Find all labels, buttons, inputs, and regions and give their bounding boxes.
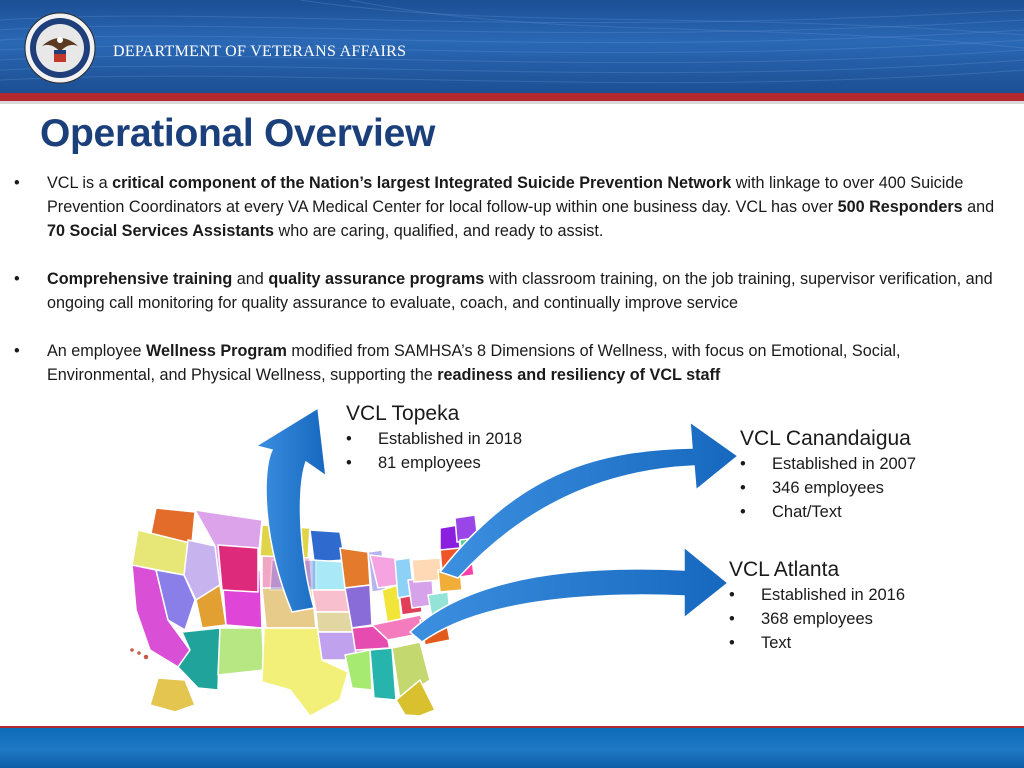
list-item [740, 500, 916, 524]
site-topeka-list [346, 427, 522, 475]
bullet-dot: • [14, 342, 20, 360]
us-states-map [130, 508, 479, 716]
list-item [729, 631, 905, 655]
site-topeka-name: VCL Topeka [346, 402, 460, 425]
site-topeka [346, 401, 522, 475]
bold-text-segment: 70 Social Services Assistants [47, 222, 275, 240]
bullet-text [47, 270, 993, 312]
bold-text-segment: quality assurance programs [268, 270, 485, 288]
list-item [729, 583, 905, 607]
list-item-text: Text [761, 634, 792, 652]
bold-text-segment: critical component of the Nation’s largest Integrated Suicide Prevention Network [112, 174, 732, 192]
site-canandaigua-list [740, 452, 916, 524]
bold-text-segment: 500 Responders [837, 198, 963, 216]
bold-text-segment: Comprehensive training [47, 270, 233, 288]
list-item [740, 476, 916, 500]
bullet-wellness [14, 339, 1004, 387]
list-item-text: 346 employees [772, 479, 884, 497]
bullet-dot: • [14, 174, 20, 192]
list-item-text: Established in 2007 [772, 455, 917, 473]
bullet-dot: • [346, 454, 352, 472]
bullet-training [14, 267, 1004, 315]
bullet-dot: • [729, 634, 735, 652]
text-segment: An employee [47, 342, 146, 360]
site-atlanta-name: VCL Atlanta [729, 558, 840, 581]
header-banner [0, 0, 1024, 93]
text-segment: modified from SAMHSA’s 8 Dimensions of Wellness, with focus on Emotional, Social, Environmental, and Physical Wellness, supporting the [47, 342, 901, 384]
footer-bar [0, 728, 1024, 768]
list-item-text: Established in 2018 [378, 430, 523, 448]
list-item-text: Chat/Text [772, 503, 842, 521]
list-item-text: 368 employees [761, 610, 873, 628]
bold-text-segment: Wellness Program [145, 342, 287, 360]
bullet-dot: • [729, 610, 735, 628]
bullet-dot: • [346, 430, 352, 448]
department-name: DEPARTMENT OF VETERANS AFFAIRS [113, 43, 407, 60]
list-item [346, 427, 522, 451]
site-atlanta-list [729, 583, 905, 655]
site-canandaigua [740, 426, 916, 524]
bullet-text [47, 174, 994, 240]
bullet-text [47, 342, 901, 384]
text-segment: VCL is a [47, 174, 113, 192]
bullet-dot: • [14, 270, 20, 288]
site-canandaigua-name: VCL Canandaigua [740, 427, 911, 450]
page-title: Operational Overview [40, 112, 435, 155]
text-segment: with classroom training, on the job training, supervisor verification, and ongoing call monitoring for quality assurance to evaluate, coach, and continually improve service [47, 270, 993, 312]
bullet-network [14, 171, 1004, 243]
text-segment: who are caring, qualified, and ready to assist. [274, 222, 604, 240]
bullet-dot: • [740, 503, 746, 521]
list-item [740, 452, 916, 476]
text-segment: and [962, 198, 995, 216]
va-seal-logo [24, 12, 96, 84]
header-gray-stripe [0, 101, 1024, 104]
list-item-text: 81 employees [378, 454, 481, 472]
site-atlanta [729, 557, 905, 655]
overview-bullets [14, 171, 1004, 411]
list-item [346, 451, 522, 475]
bullet-dot: • [729, 586, 735, 604]
list-item [729, 607, 905, 631]
list-item-text: Established in 2016 [761, 586, 906, 604]
bold-text-segment: readiness and resiliency of VCL staff [437, 366, 721, 384]
text-segment: with linkage to over 400 Suicide Prevention Coordinators at every VA Medical Center for local follow-up within one business day. VCL has over [47, 174, 964, 216]
header-red-stripe [0, 93, 1024, 101]
bullet-dot: • [740, 479, 746, 497]
bullet-dot: • [740, 455, 746, 473]
text-segment: and [232, 270, 269, 288]
